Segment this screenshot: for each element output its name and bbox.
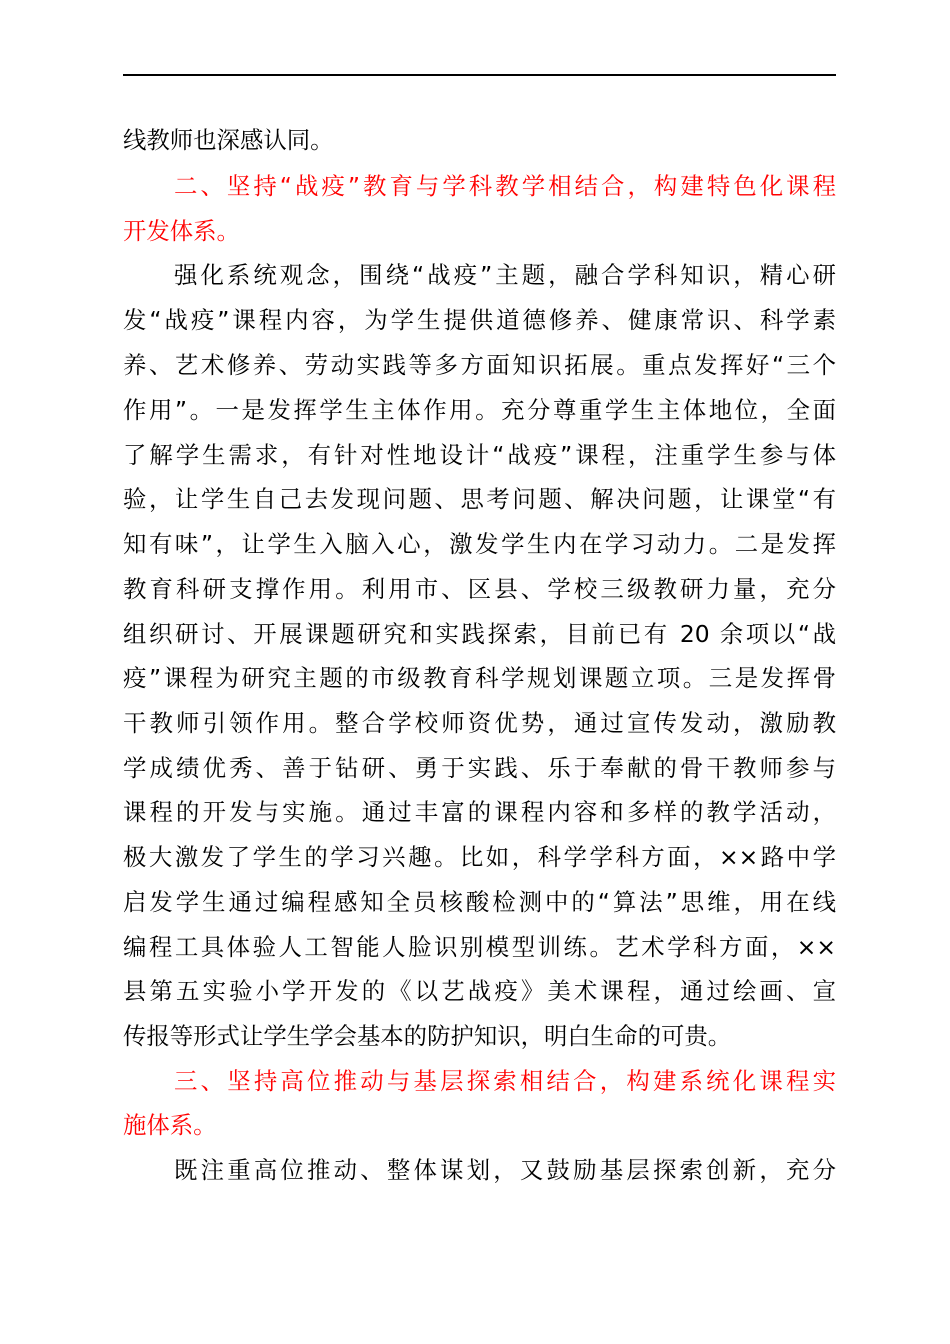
body-line: 发“战疫”课程内容，为学生提供道德修养、健康常识、科学素 [123,306,836,334]
body-line: 干教师引领作用。整合学校师资优势，通过宣传发动，激励教 [123,709,836,737]
body-line: 线教师也深感认同。 [123,126,334,154]
body-line: 启发学生通过编程感知全员核酸检测中的“算法”思维，用在线 [123,888,836,916]
section-heading-3-line-2: 施体系。 [123,1111,217,1139]
section-heading-2-line-1: 二、坚持“战疫”教育与学科教学相结合，构建特色化课程 [174,172,836,200]
body-line: 极大激发了学生的学习兴趣。比如，科学学科方面，××路中学 [123,843,836,871]
section-heading-3-line-1: 三、坚持高位推动与基层探索相结合，构建系统化课程实 [174,1067,836,1095]
body-line: 作用”。一是发挥学生主体作用。充分尊重学生主体地位，全面 [123,396,836,424]
body-line: 学成绩优秀、善于钻研、勇于实践、乐于奉献的骨干教师参与 [123,754,836,782]
body-line: 知有味”，让学生入脑入心，激发学生内在学习动力。二是发挥 [123,530,836,558]
body-line: 传报等形式让学生学会基本的防护知识，明白生命的可贵。 [123,1022,732,1050]
body-line: 了解学生需求，有针对性地设计“战疫”课程，注重学生参与体 [123,441,836,469]
body-line: 组织研讨、开展课题研究和实践探索，目前已有 20 余项以“战 [123,620,836,648]
body-line: 课程的开发与实施。通过丰富的课程内容和多样的教学活动， [123,798,836,826]
section-heading-2-line-2: 开发体系。 [123,217,240,245]
body-line: 编程工具体验人工智能人脸识别模型训练。艺术学科方面，×× [123,933,836,961]
body-line: 养、艺术修养、劳动实践等多方面知识拓展。重点发挥好“三个 [123,351,836,379]
body-line: 教育科研支撑作用。利用市、区县、学校三级教研力量，充分 [123,575,836,603]
body-line: 强化系统观念，围绕“战疫”主题，融合学科知识，精心研 [174,261,836,289]
body-line: 既注重高位推动、整体谋划，又鼓励基层探索创新，充分 [174,1156,836,1184]
body-line: 验，让学生自己去发现问题、思考问题、解决问题，让课堂“有 [123,485,836,513]
header-rule [123,74,836,76]
body-line: 疫”课程为研究主题的市级教育科学规划课题立项。三是发挥骨 [123,664,836,692]
body-line: 县第五实验小学开发的《以艺战疫》美术课程，通过绘画、宣 [123,977,836,1005]
